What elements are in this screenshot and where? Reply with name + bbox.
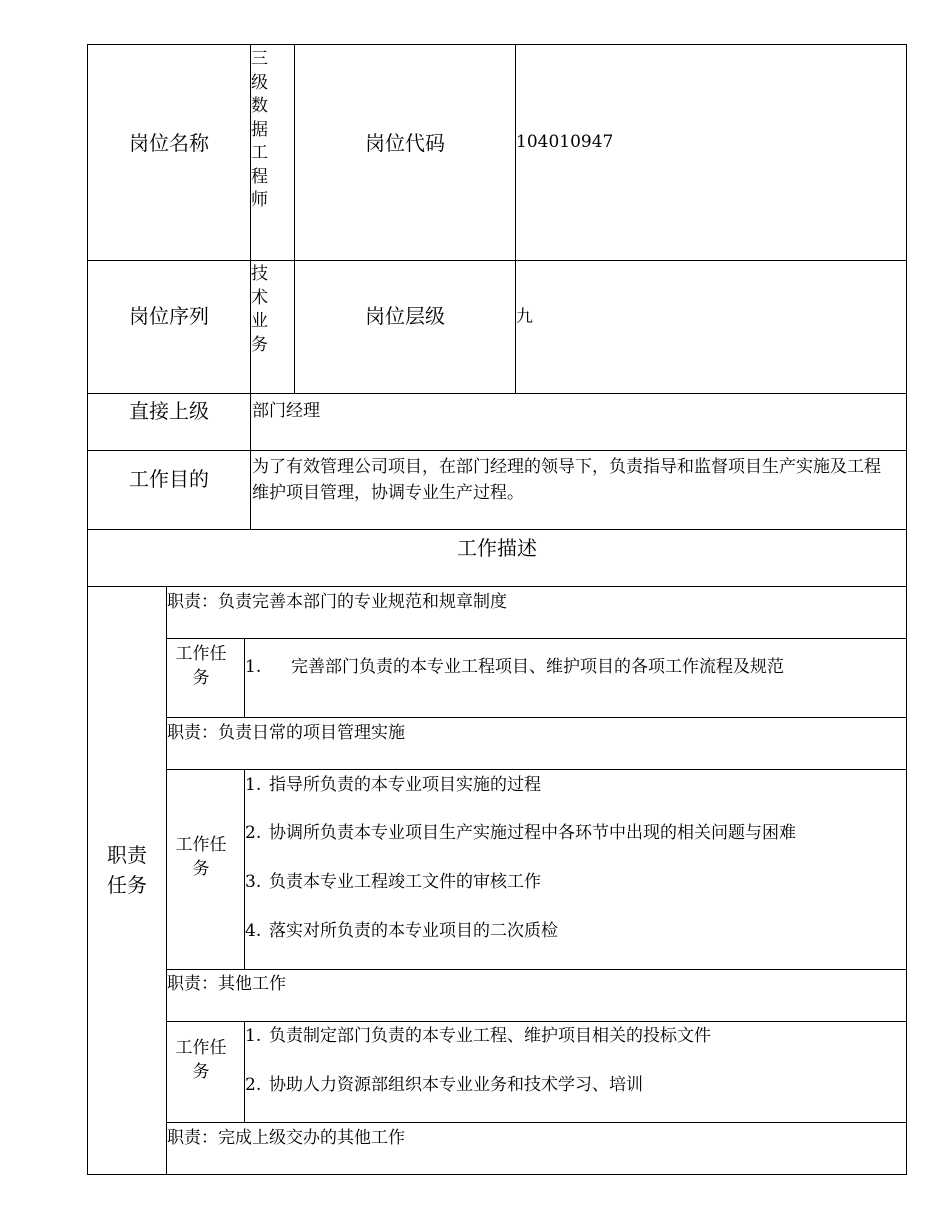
cell-level-value	[515, 260, 907, 394]
duty-section-label: 职责 任务	[107, 843, 147, 897]
task-item: 1. 完善部门负责的本专业工程项目、维护项目的各项工作流程及规范	[245, 657, 784, 677]
task-item: 2. 协助人力资源部组织本专业业务和技术学习、培训	[245, 1075, 643, 1095]
description-title: 工作描述	[457, 536, 537, 560]
task-item: 2. 协调所负责本专业项目生产实施过程中各环节中出现的相关问题与困难	[245, 823, 796, 843]
task-label: 工作任 务	[175, 835, 227, 879]
level-value: 九	[516, 307, 533, 327]
task-item: 1. 指导所负责的本专业项目实施的过程	[245, 775, 541, 795]
duty-title: 职责：完成上级交办的其他工作	[167, 1128, 405, 1148]
superior-value: 部门经理	[252, 401, 320, 421]
name-value: 三 级 数 据 工 程 师	[251, 49, 268, 210]
task-item: 1. 负责制定部门负责的本专业工程、维护项目相关的投标文件	[245, 1026, 711, 1046]
task-item: 4. 落实对所负责的本专业项目的二次质检	[245, 921, 558, 941]
task-item: 3. 负责本专业工程竣工文件的审核工作	[245, 872, 541, 892]
name-label: 岗位名称	[129, 131, 209, 155]
series-value: 技 术 业 务	[251, 264, 268, 355]
task-label: 工作任 务	[175, 1038, 227, 1082]
cell-superior-value	[250, 393, 907, 451]
purpose-label: 工作目的	[129, 467, 209, 491]
purpose-value: 为了有效管理公司项目，在部门经理的领导下，负责指导和监督项目生产实施及工程维护项目管理，协调专业生产过程。	[252, 457, 881, 503]
level-label: 岗位层级	[365, 304, 445, 328]
series-label: 岗位序列	[129, 304, 209, 328]
duty-title: 职责：负责完善本部门的专业规范和规章制度	[167, 592, 507, 612]
code-label: 岗位代码	[365, 131, 445, 155]
task-label: 工作任 务	[175, 644, 227, 688]
code-value: 104010947	[516, 132, 614, 152]
duty-title: 职责：负责日常的项目管理实施	[167, 723, 405, 743]
duty-title: 职责：其他工作	[167, 974, 286, 994]
superior-label: 直接上级	[129, 399, 209, 423]
